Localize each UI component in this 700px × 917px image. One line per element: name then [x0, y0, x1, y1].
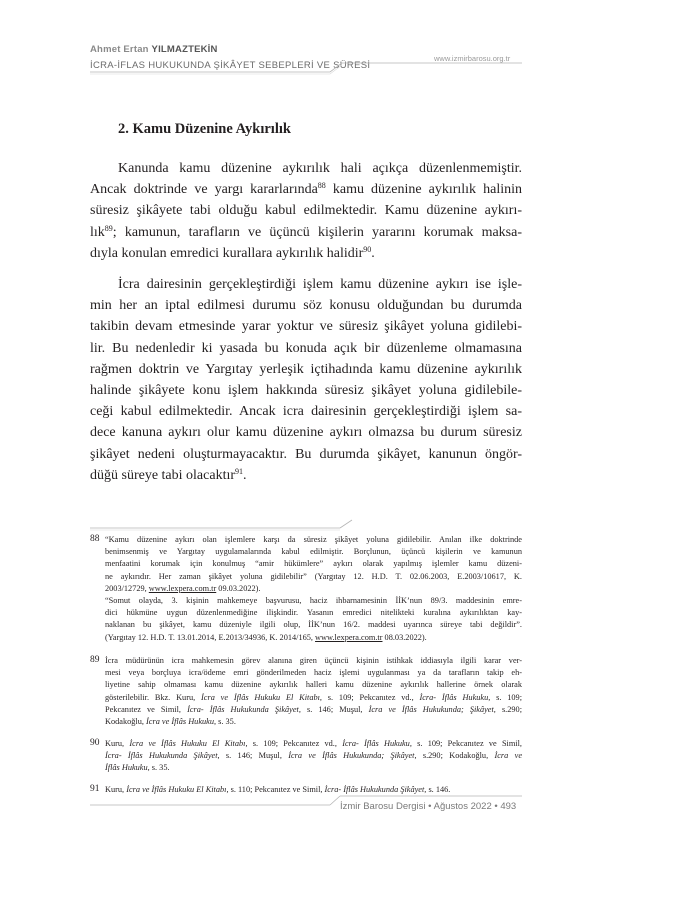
text-line: süresiz şikâyete tabi olduğu kabul edilmektedir. Kamu düzenine aykırı-: [90, 203, 522, 219]
issue-date: Ağustos 2022: [433, 801, 492, 812]
footnote-91: [90, 784, 522, 796]
text-line: dıyla konulan emredici kurallara aykırılık halidir$^{90}$.: [90, 244, 375, 261]
paragraph-2: [90, 274, 522, 486]
text-line: ceği kabul edilmektedir. Ancak icra dairesinin gerçekleştirdiği işlem sa-: [90, 404, 522, 420]
footnote-line: İflâs Hukuku, s. 35.: [105, 763, 170, 773]
text-line: lık$^{89}$; kamunun, tarafların ve üçüncü kişilerin yararını korumak maksa-: [90, 223, 522, 240]
footnote-line: (Yargıtay 12. H.D. T. 13.01.2014, E.2013/34936, K. 2014/165, www.lexpera.com.tr 08.03.2022).: [105, 632, 427, 642]
page-footer: İzmir Barosu Dergisi • Ağustos 2022 • 493: [340, 801, 517, 812]
footnote-ref-88[interactable]: 88: [317, 181, 326, 191]
footnote-line: Kuru, İcra ve İflâs Hukuku El Kitabı, s. 109; Pekcanıtez vd., İcra- İflâs Hukuku, s. 109; Pekcanıtez ve Simil,: [105, 739, 522, 748]
footnote-line: benimsenmiş ve Yargıtay uygulamalarında kabul edilmiştir. Borçlunun, üçüncü kişilerin ve kamunun: [105, 547, 522, 557]
footnote-line: gösterilebilir. Bkz. Kuru, İcra ve İflâs Hukuku El Kitabı, s. 109; Pekcanıtez vd., İcra- İflâs Hukuku, s. 109;: [105, 692, 522, 702]
lexpera-link[interactable]: www.lexpera.com.tr: [148, 583, 217, 593]
website-link[interactable]: www.izmirbarosu.org.tr: [434, 54, 511, 63]
text-line: düğü süreye tabi olacaktır$^{91}$.: [90, 466, 247, 483]
text-line: min her an iptal edilmesi durumu söz konusu olduğundan bu durumda: [90, 298, 522, 314]
footnote-88: [90, 534, 522, 644]
text-line: şikâyet nedeni oluşturmayacaktır. Bu durumda şikâyet, kanunun öngör-: [90, 446, 522, 462]
author-first-name: Ahmet Ertan: [90, 44, 152, 55]
footnote-ref-91[interactable]: 91: [235, 466, 244, 476]
footnote-number: 90: [90, 738, 100, 748]
author-last-name: YILMAZTEKİN: [151, 44, 218, 55]
footnote-line: Kuru, İcra ve İflâs Hukuku El Kitabı, s. 110; Pekcanıtez ve Simil, İcra- İflâs Hukukunda Şikâyet, s. 146.: [105, 785, 451, 794]
footnote-line: 2003/12729, www.lexpera.com.tr 09.03.2022).: [105, 583, 261, 593]
footnote-line: naklanan bu şikâyet, kamu düzeniyle ilgili olup, İİK’nun 16/2. maddesi uyarınca süreye tabi değildir”.: [105, 620, 522, 630]
text-line: rağmen doktrin ve Yargıtay yerleşik içtihadında kamu düzenine aykırılık: [90, 361, 522, 377]
journal-name: İzmir Barosu Dergisi: [340, 801, 426, 812]
footnote-line: Pekcanıtez ve Simil, İcra- İflâs Hukukunda Şikâyet, s. 146; Muşul, İcra ve İflâs Hukukunda; Şikâyet, s.290;: [105, 704, 523, 714]
text-line: takibin devam etmesinde yarar yoktur ve süresiz şikâyet yoluna gidilebi-: [90, 319, 522, 335]
footnote-ref-89[interactable]: 89: [104, 223, 113, 233]
section-heading: 2. Kamu Düzenine Aykırılık: [118, 121, 291, 137]
footnote-line: mesi veya borçluya icra/ödeme emri gönderilmeden haciz işlemi uygulanması ya da tarafların takip eh-: [105, 668, 522, 678]
text-line: halinde şikâyete konu işlem hakkında süresiz şikâyet yoluna gidilebile-: [90, 383, 522, 399]
footnote-line: Kodakoğlu, İcra ve İflâs Hukuku, s. 35.: [105, 717, 236, 727]
text-line: dece kanuna aykırı olur kamu düzenine aykırı olmazsa bu durum süresiz: [90, 425, 522, 441]
paragraph-1: [90, 158, 522, 264]
page-number: 493: [500, 801, 517, 812]
text-line: Ancak doktrinde ve yargı kararlarında$^{88}$ kamu düzenine aykırılık halinin: [90, 181, 522, 198]
footnote-line: menfaatini korumak için konulmuş “amir hükümlere” aykırı olarak yapılmış işlemler kamu düzeni-: [105, 559, 522, 569]
footnote-number: 88: [90, 534, 100, 544]
running-title: İCRA-İFLAS HUKUKUNDA ŞİKÂYET SEBEPLERİ VE SÜRESİ: [90, 60, 371, 71]
footnote-line: dici hükmüne uygun düzenlenmediğine ilişkindir. Yasanın emredici nitelikteki kuralına aykırılıktan kay-: [105, 608, 522, 618]
text-line: İcra dairesinin gerçekleştirdiği işlem kamu düzenine aykırı ise işle-: [118, 277, 522, 292]
footnote-number: 91: [90, 784, 100, 794]
author-name: [90, 44, 218, 55]
footnote-line: liyetine sahip olmaması kamu düzenine aykırılık halleri kamu düzenine aykırılık hallerine örnek olarak: [105, 680, 522, 690]
footnote-line: İcra- İflâs Hukukunda Şikâyet, s. 146; Muşul, İcra ve İflâs Hukukunda; Şikâyet, s.290; Kodakoğlu, İcra ve: [105, 751, 522, 761]
footnote-line: İcra müdürünün icra mahkemesin görev alanına giren üçüncü kişinin istihkak iddiasıyla ilgili karar ver-: [105, 656, 522, 665]
footnote-89: [90, 655, 522, 728]
lexpera-link[interactable]: www.lexpera.com.tr: [315, 632, 383, 642]
footnote-line: ne aykırıdır. Her zaman şikâyet yoluna gidilebilir” (Yargıtay 12. H.D. T. 02.06.2003, E.2003/10617, K.: [105, 571, 522, 581]
footnote-line: “Kamu düzenine aykırı olan işlemlere karşı da süresiz şikâyet yoluna gidilebilir. Anılan ilke doktrinde: [105, 535, 522, 544]
text-line: Kanunda kamu düzenine aykırılık hali açıkça düzenlenmemiştir.: [118, 161, 522, 176]
text-line: lir. Bu nedenledir ki yasada bu konuda açık bir düzenleme olmamasına: [90, 340, 522, 356]
footnote-number: 89: [90, 655, 100, 665]
footnote-90: [90, 738, 522, 775]
footnote-ref-90[interactable]: 90: [363, 244, 372, 254]
footnote-line: “Somut olayda, 3. kişinin mahkemeye başvurusu, haciz ihbarnamesinin İİK’nun 89/3. maddesinin emre-: [105, 596, 522, 606]
